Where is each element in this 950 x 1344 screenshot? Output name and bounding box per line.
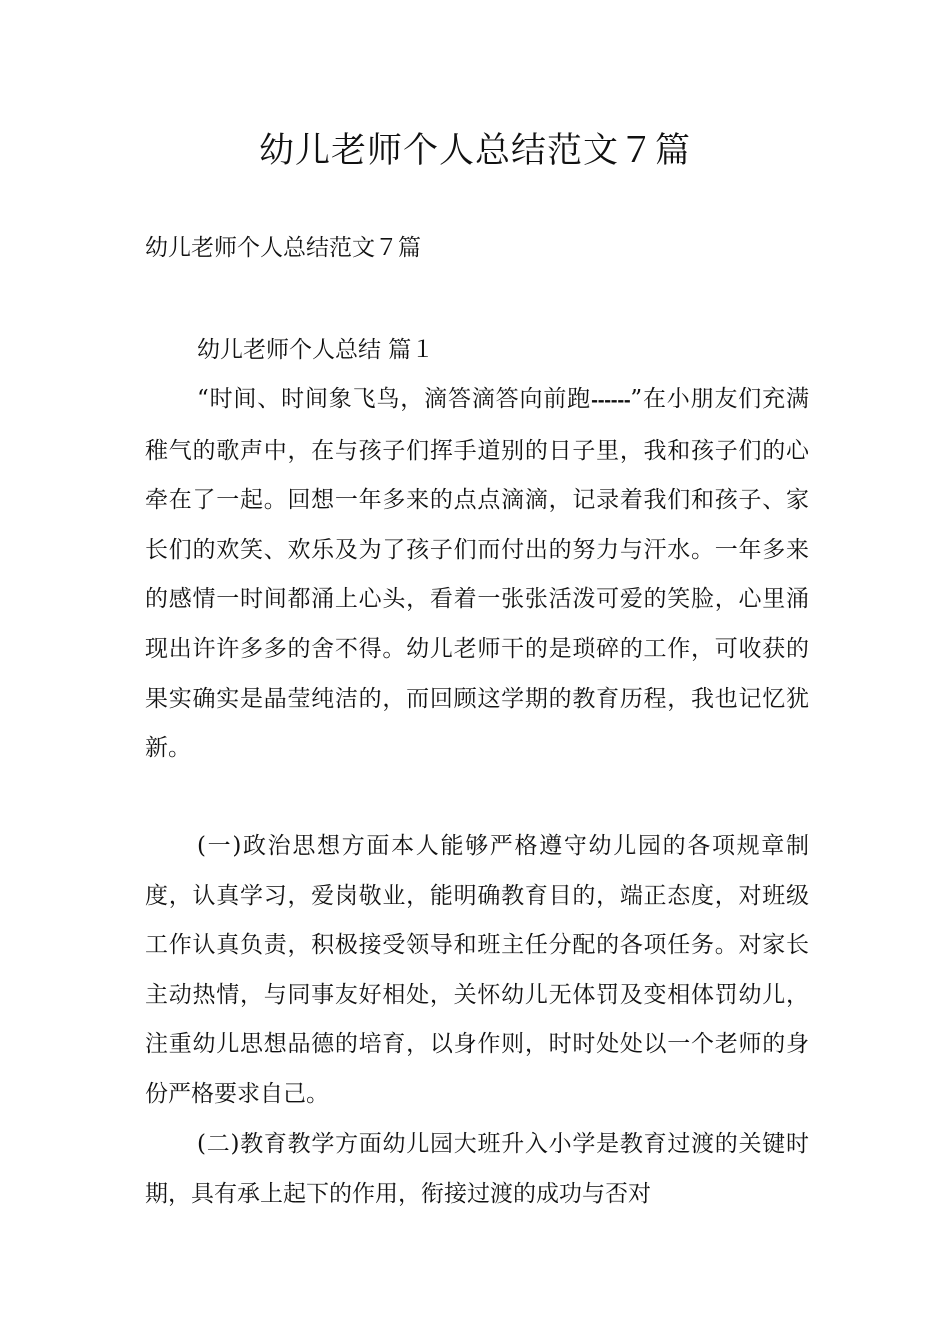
paragraph-intro-part2: ”在小朋友们充满稚气的歌声中，在与孩子们挥手道别的日子里，我和孩子们的心牵在了一起。回想一年多来的点点滴滴，记录着我们和孩子、家长们的欢笑、欢乐及为了孩子们而付出的努力与汗水。一年多来的感情一时间都涌上心头，看着一张张活泼可爱的笑脸，心里涌现出许许多多的舍不得。幼儿老师干的是琐碎的工作，可收获的果实确实是晶莹纯洁的，而回顾这学期的教育历程，我也记忆犹新。	[145, 386, 809, 762]
paragraph-intro-dashes: ------	[591, 391, 631, 411]
paragraph-intro-part1: “时间、时间象飞鸟，滴答滴答向前跑	[197, 386, 592, 412]
section-heading: 幼儿老师个人总结 篇１	[197, 337, 435, 363]
document-subtitle: 幼儿老师个人总结范文７篇	[145, 235, 421, 261]
paragraph-intro	[145, 375, 809, 774]
paragraph-education: (二)教育教学方面幼儿园大班升入小学是教育过渡的关键时期，具有承上起下的作用，衔接过渡的成功与否对	[145, 1131, 809, 1207]
document-title: 幼儿老师个人总结范文７篇	[258, 131, 691, 171]
paragraph-politics: (一)政治思想方面本人能够严格遵守幼儿园的各项规章制度，认真学习，爱岗敬业，能明确教育目的，端正态度，对班级工作认真负责，积极接受领导和班主任分配的各项任务。对家长主动热情，与同事友好相处，关怀幼儿无体罚及变相体罚幼儿，注重幼儿思想品德的培育，以身作则，时时处处以一个老师的身份严格要求自己。	[145, 833, 809, 1107]
